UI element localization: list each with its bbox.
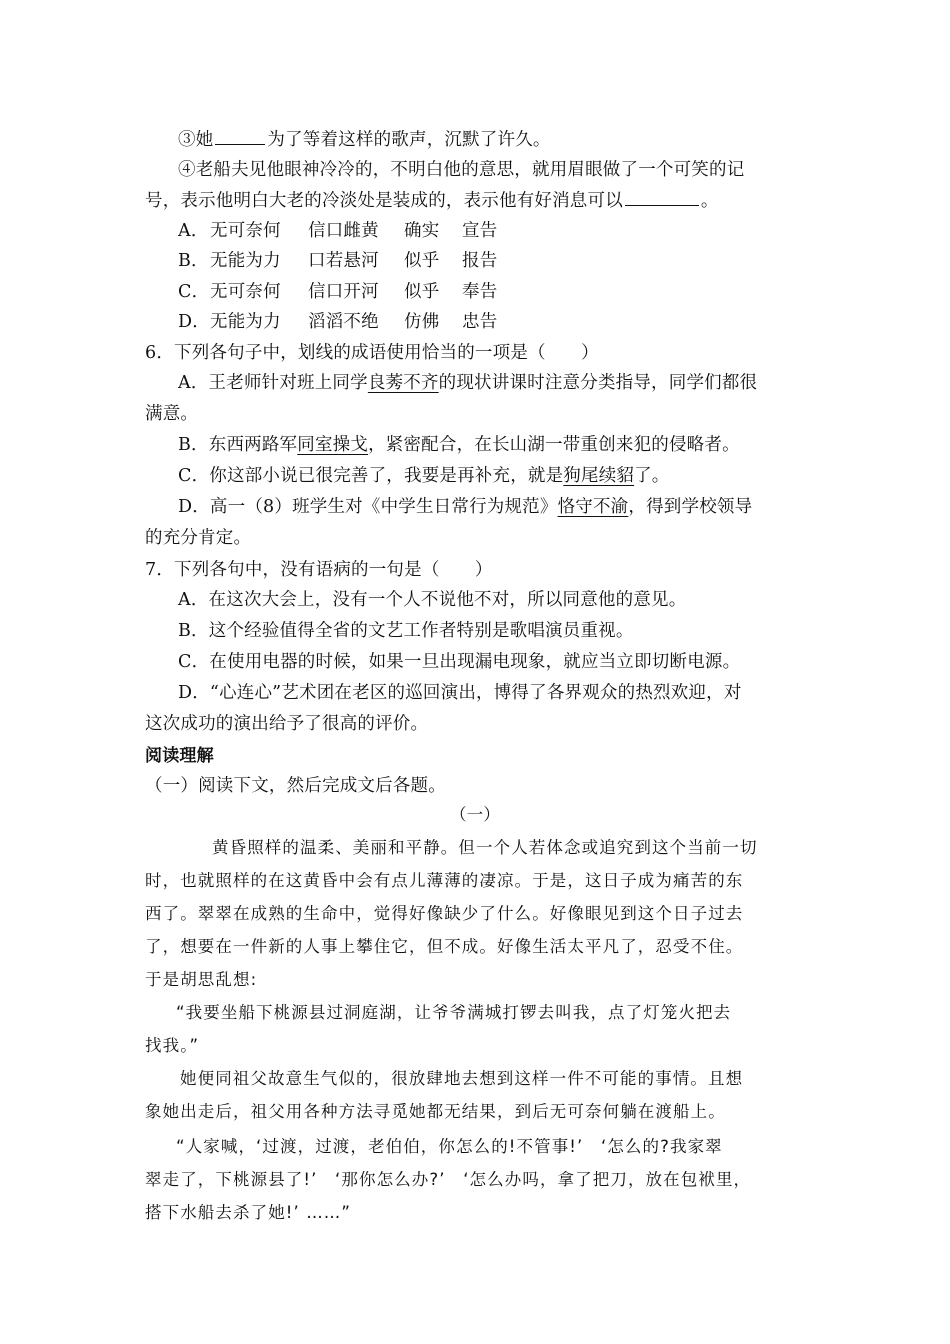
q7-option-a: A．在这次大会上，没有一个人不说他不对，所以同意他的意见。 bbox=[178, 590, 687, 610]
option-text: ，紧密配合，在长山湖一带重创来犯的侵略者。 bbox=[368, 435, 740, 455]
option-letter: B． bbox=[178, 251, 209, 271]
q7-option-c: C．在使用电器的时候，如果一旦出现漏电现象，就应当立即切断电源。 bbox=[178, 652, 741, 672]
q7-stem: 7．下列各句中，没有语病的一句是（ ） bbox=[145, 560, 493, 580]
q6-option-c bbox=[178, 461, 843, 491]
story-paragraph-4-line-2: 翠走了，下桃源县了!’ ‘那你怎么办?’ ‘怎么办吗，拿了把刀，放在包袱里， bbox=[145, 1170, 752, 1189]
option-word: 报告 bbox=[462, 251, 498, 271]
option-word: 口若悬河 bbox=[308, 251, 379, 271]
reading-intro: （一）阅读下文，然后完成文后各题。 bbox=[145, 776, 446, 796]
reading-heading: 阅读理解 bbox=[145, 746, 214, 766]
story-paragraph-3-line-1: 她便同祖父故意生气似的，很放肆地去想到这样一件不可能的事情。且想 bbox=[180, 1069, 744, 1088]
q6-option-d bbox=[178, 492, 843, 522]
option-text: ，得到学校领导 bbox=[628, 497, 753, 517]
story-paragraph-2-line-1: “我要坐船下桃源县过洞庭湖，让爷爷满城打锣去叫我，点了灯笼火把去 bbox=[176, 1003, 732, 1022]
option-letter: D． bbox=[178, 312, 210, 332]
q5-option-b bbox=[178, 246, 843, 276]
q7-option-b: B．这个经验值得全省的文艺工作者特别是歌唱演员重视。 bbox=[178, 621, 634, 641]
q5-sentence-3 bbox=[178, 125, 843, 155]
story-paragraph-4-line-3: 搭下水船去杀了她!’ ……” bbox=[145, 1203, 352, 1222]
underlined-idiom: 同室操戈 bbox=[297, 435, 369, 455]
q6-option-d-line-2: 的充分肯定。 bbox=[145, 528, 252, 548]
story-paragraph-1-line-3: 西了。翠翠在成熟的生命中，觉得好像缺少了什么。好像眼见到这个日子过去 bbox=[145, 904, 744, 923]
option-word: 无可奈何 bbox=[210, 282, 281, 302]
section-title: （一） bbox=[449, 805, 501, 824]
sentence-text: 为了等着这样的歌声，沉默了许久。 bbox=[267, 130, 551, 150]
sentence-text: ③她 bbox=[178, 130, 214, 150]
story-paragraph-4-line-1: “人家喊，‘过渡，过渡，老伯伯，你怎么的!不管事!’ ‘怎么的?我家翠 bbox=[176, 1137, 723, 1156]
option-word: 无可奈何 bbox=[210, 221, 281, 241]
option-word: 无能为力 bbox=[210, 312, 281, 332]
story-paragraph-2-line-2: 找我。” bbox=[145, 1036, 200, 1055]
option-letter: A． bbox=[178, 221, 209, 241]
option-word: 忠告 bbox=[462, 312, 498, 332]
underlined-idiom: 狗尾续貂 bbox=[563, 466, 635, 486]
story-paragraph-1-line-5: 于是胡思乱想: bbox=[145, 970, 258, 989]
fill-blank bbox=[215, 126, 265, 145]
option-text: 的现状讲课时注意分类指导，同学们都很 bbox=[438, 373, 758, 393]
q5-sentence-4-line-1: ④老船夫见他眼神冷冷的，不明白他的意思，就用眉眼做了一个可笑的记 bbox=[178, 160, 745, 180]
option-text: D．高一（8）班学生对《中学生日常行为规范》 bbox=[178, 497, 558, 517]
q7-option-d: D．“心连心”艺术团在老区的巡回演出，博得了各界观众的热烈欢迎，对 bbox=[178, 683, 742, 703]
option-word: 信口开河 bbox=[308, 282, 379, 302]
q5-sentence-4-line-2 bbox=[145, 186, 810, 216]
option-text: B．东西两路军 bbox=[178, 435, 298, 455]
option-letter: C． bbox=[178, 282, 210, 302]
option-text: A．王老师针对班上同学 bbox=[178, 373, 368, 393]
fill-blank bbox=[625, 187, 699, 206]
q7-option-d-line-2: 这次成功的演出给予了很高的评价。 bbox=[145, 714, 429, 734]
option-word: 似乎 bbox=[404, 251, 440, 271]
q5-option-a bbox=[178, 216, 843, 246]
q6-option-b bbox=[178, 430, 843, 460]
underlined-idiom: 良莠不齐 bbox=[367, 373, 439, 393]
option-word: 无能为力 bbox=[210, 251, 281, 271]
option-text: C．你这部小说已很完善了，我要是再补充，就是 bbox=[178, 466, 564, 486]
option-word: 似乎 bbox=[404, 282, 440, 302]
option-word: 信口雌黄 bbox=[308, 221, 379, 241]
q5-option-d bbox=[178, 307, 843, 337]
option-word: 滔滔不绝 bbox=[308, 312, 379, 332]
option-word: 确实 bbox=[404, 221, 440, 241]
story-paragraph-1-line-1: 黄昏照样的温柔、美丽和平静。但一个人若体念或追究到这个当前一切 bbox=[212, 838, 758, 857]
q6-option-a bbox=[178, 368, 843, 398]
q6-stem: 6．下列各句子中，划线的成语使用恰当的一项是（ ） bbox=[145, 343, 599, 363]
q5-option-c bbox=[178, 277, 843, 307]
sentence-text: 号，表示他明白大老的冷淡处是装成的，表示他有好消息可以 bbox=[145, 191, 623, 211]
option-word: 奉告 bbox=[462, 282, 498, 302]
option-text: 了。 bbox=[634, 466, 670, 486]
underlined-idiom: 恪守不渝 bbox=[557, 497, 629, 517]
q6-option-a-line-2: 满意。 bbox=[145, 404, 199, 424]
option-word: 宣告 bbox=[462, 221, 498, 241]
story-paragraph-3-line-2: 象她出走后，祖父用各种方法寻觅她都无结果，到后无可奈何躺在渡船上。 bbox=[145, 1102, 726, 1121]
story-paragraph-1-line-4: 了，想要在一件新的人事上攀住它，但不成。好像生活太平凡了，忍受不住。 bbox=[145, 937, 744, 956]
option-word: 仿佛 bbox=[404, 312, 440, 332]
sentence-text: 。 bbox=[700, 191, 719, 211]
story-paragraph-1-line-2: 时，也就照样的在这黄昏中会有点儿薄薄的凄凉。于是，这日子成为痛苦的东 bbox=[145, 871, 744, 890]
